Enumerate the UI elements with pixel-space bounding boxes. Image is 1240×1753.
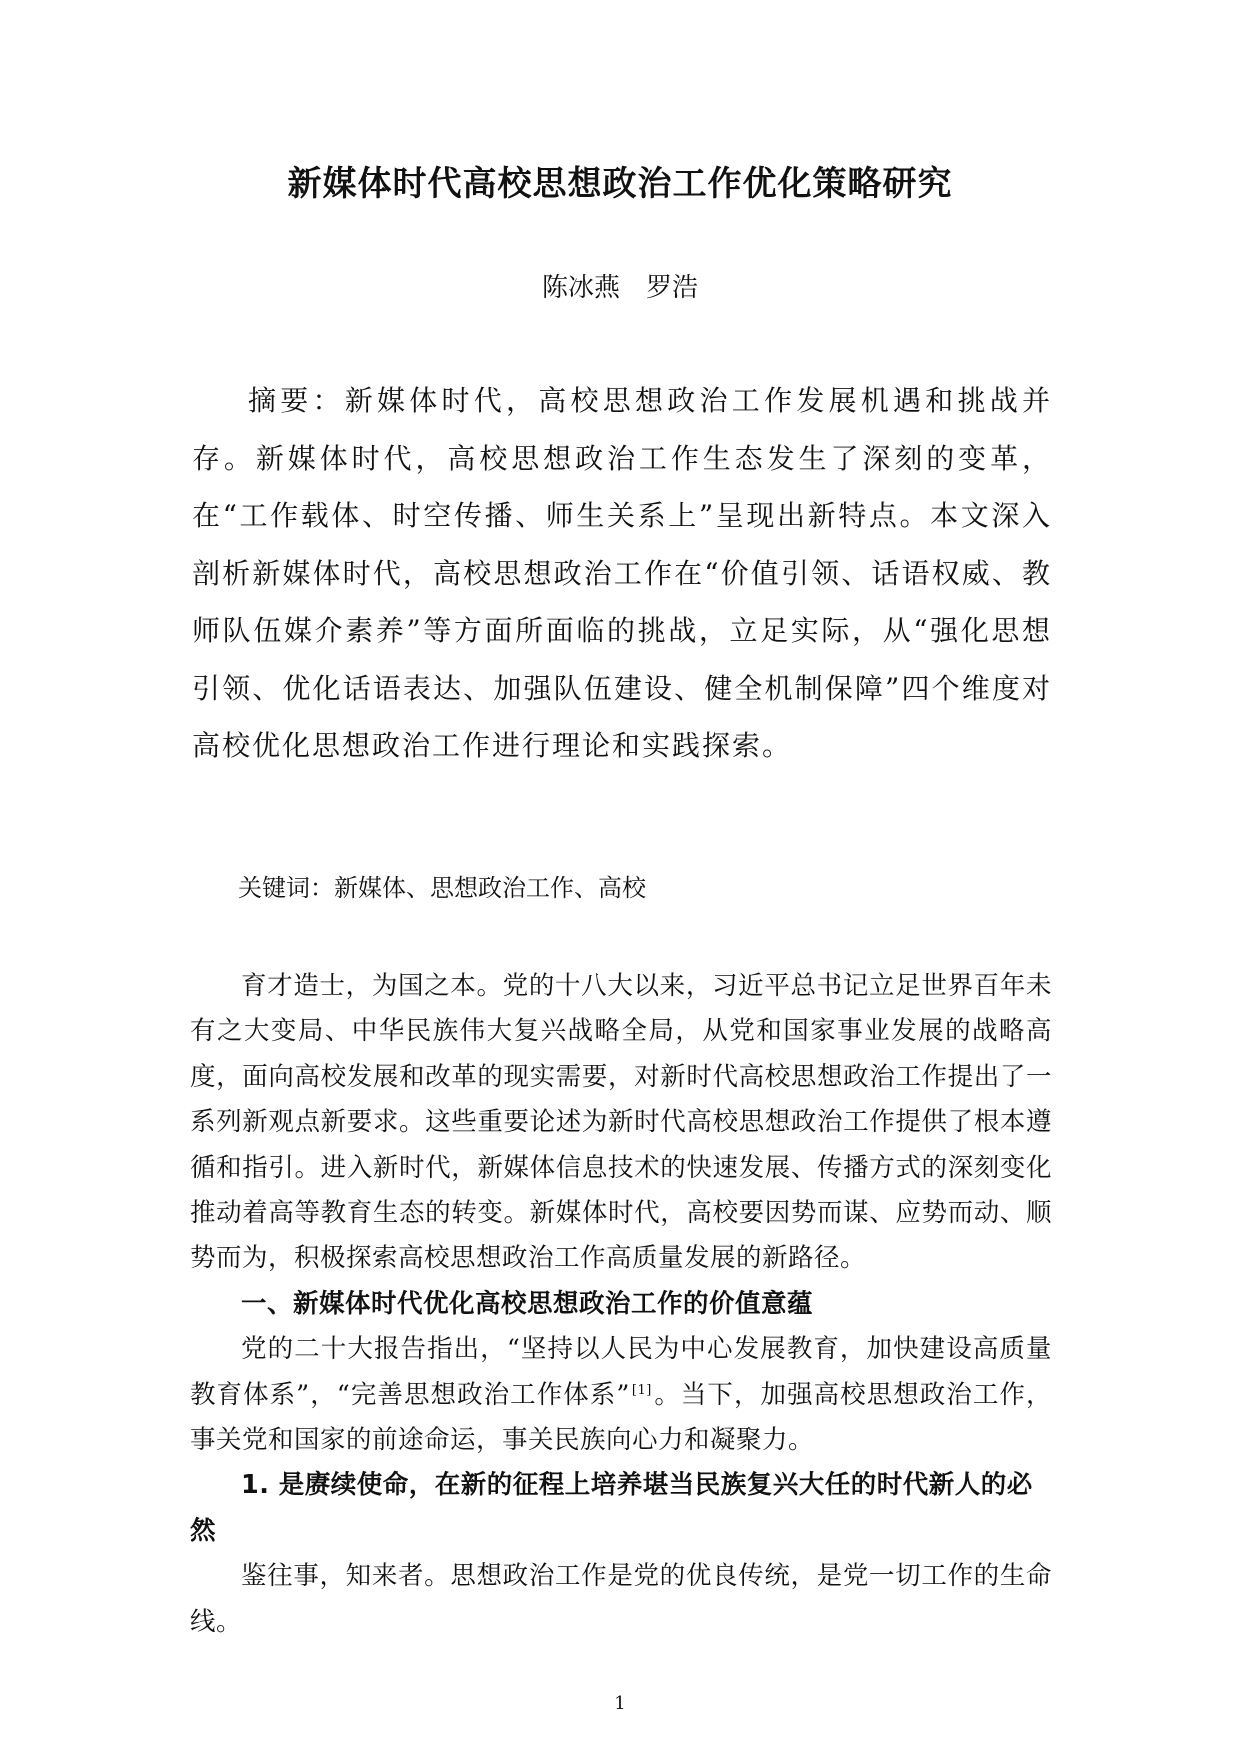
body-text — [190, 964, 1052, 1645]
keywords-label: 关键词： — [238, 874, 334, 902]
subsection-heading: 1. 是赓续使命，在新的征程上培养堪当民族复兴大任的时代新人的必然 — [190, 1470, 1033, 1546]
citation-marker[interactable]: [1] — [631, 1382, 652, 1398]
abstract-label: 摘要： — [248, 384, 345, 417]
abstract — [192, 372, 1052, 775]
intro-paragraph: 育才造士，为国之本。党的十八大以来，习近平总书记立足世界百年未有之大变局、中华民族伟大复兴战略全局，从党和国家事业发展的战略高度，面向高校发展和改革的现实需要，对新时代高校思想政治工作提出了一系列新观点新要求。这些重要论述为新时代高校思想政治工作提供了根本遵循和指引。进入新时代，新媒体信息技术的快速发展、传播方式的深刻变化推动着高等教育生态的转变。新媒体时代，高校要因势而谋、应势而动、顺势而为，积极探索高校思想政治工作高质量发展的新路径。 — [190, 971, 1052, 1274]
paragraph-text: 。当下，加强高校思想政治工作，事关党和国家的前途命运，事关民族向心力和凝聚力。 — [190, 1379, 1052, 1456]
author-list — [0, 270, 1240, 306]
keywords — [238, 870, 646, 906]
paper-title: 新媒体时代高校思想政治工作优化策略研究 — [287, 164, 953, 204]
section-heading: 一、新媒体时代优化高校思想政治工作的价值意蕴 — [241, 1288, 814, 1319]
author-name: 罗浩 — [646, 273, 699, 303]
keywords-text: 新媒体、思想政治工作、高校 — [334, 874, 646, 902]
subsection-paragraph: 鉴往事，知来者。思想政治工作是党的优良传统，是党一切工作的生命线。 — [190, 1561, 1052, 1637]
author-name: 陈冰燕 — [541, 273, 620, 303]
abstract-text: 新媒体时代，高校思想政治工作发展机遇和挑战并存。新媒体时代，高校思想政治工作生态发生了深刻的变革，在“工作载体、时空传播、师生关系上”呈现出新特点。本文深入剖析新媒体时代，高校思想政治工作在“价值引领、话语权威、教师队伍媒介素养”等方面所面临的挑战，立足实际，从“强化思想引领、优化话语表达、加强队伍建设、健全机制保障”四个维度对高校优化思想政治工作进行理论和实践探索。 — [192, 384, 1052, 762]
section-paragraph — [190, 1327, 1052, 1463]
page-number: 1 — [614, 1693, 626, 1714]
paragraph-text: 党的二十大报告指出，“坚持以人民为中心发展教育，加快建设高质量教育体系”，“完善思想政治工作体系” — [190, 1334, 1052, 1410]
